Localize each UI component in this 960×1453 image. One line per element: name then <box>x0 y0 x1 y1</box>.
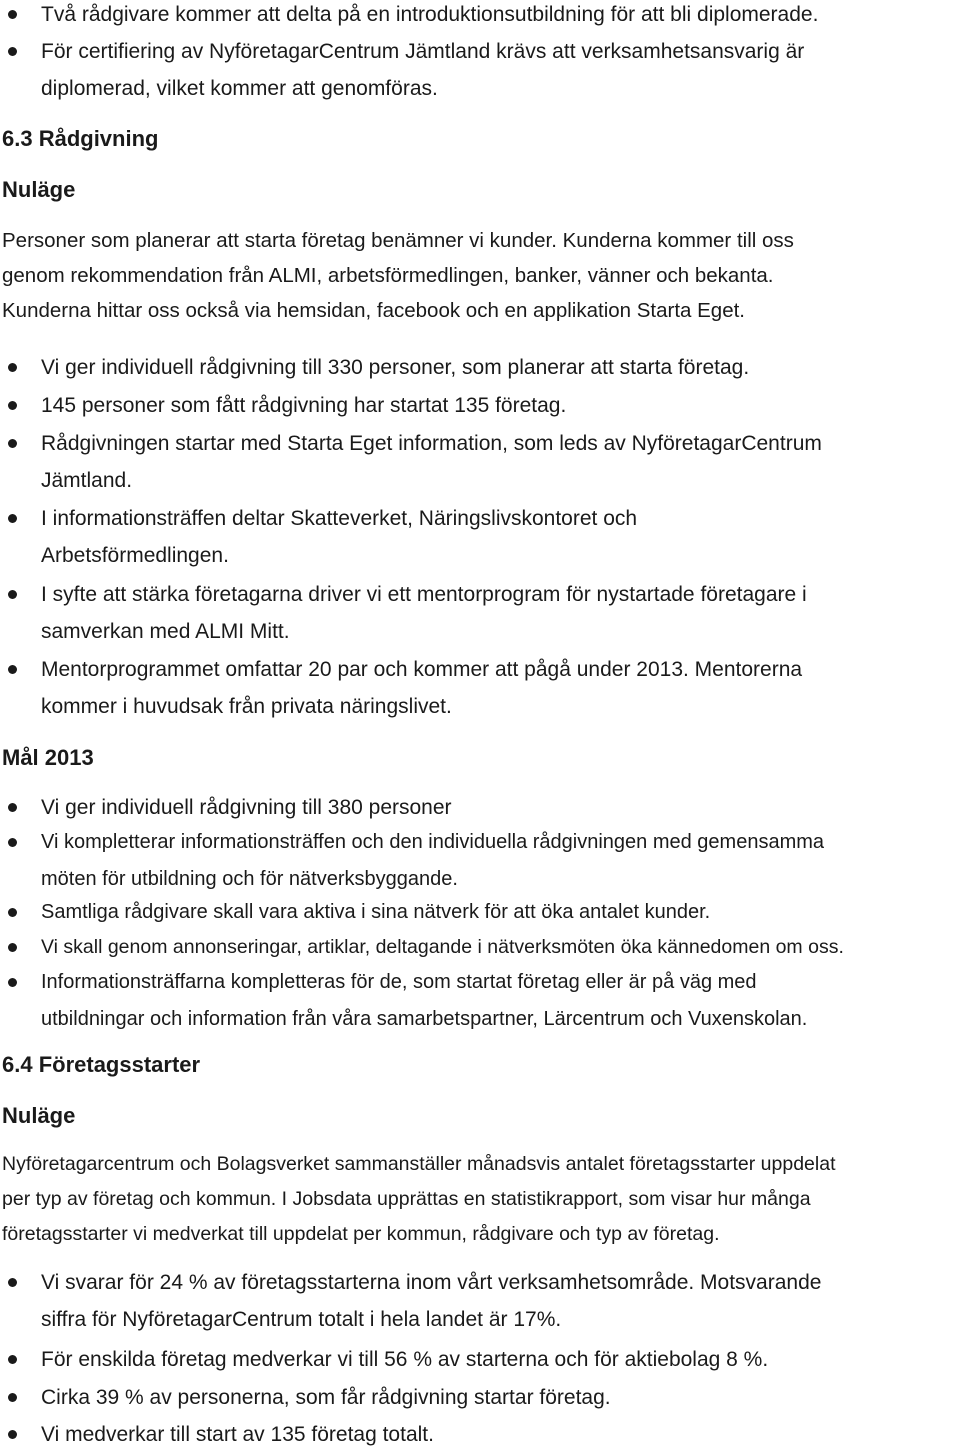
text-line: Personer som planerar att starta företag benämner vi kunder. Kunderna kommer till oss <box>2 229 794 252</box>
bullet-icon <box>8 908 17 917</box>
text-line: Nyföretagarcentrum och Bolagsverket sammanställer månadsvis antalet företagsstarter uppdelat <box>2 1153 836 1175</box>
bullet-icon <box>8 838 17 847</box>
list-item <box>0 894 960 931</box>
bullet-icon <box>8 401 17 410</box>
text-line: Cirka 39 % av personerna, som får rådgivning startar företag. <box>41 1386 611 1409</box>
bullet-icon <box>8 363 17 372</box>
text-line: Samtliga rådgivare skall vara aktiva i sina nätverk för att öka antalet kunder. <box>41 901 711 923</box>
text-line: per typ av företag och kommun. I Jobsdata upprättas en statistikrapport, som visar hur många <box>2 1188 811 1210</box>
text-line: För certifiering av NyföretagarCentrum Jämtland krävs att verksamhetsansvarig är <box>41 40 805 63</box>
list-item <box>0 500 960 574</box>
bullet-icon <box>8 590 17 599</box>
text-line: Rådgivningen startar med Starta Eget information, som leds av NyföretagarCentrum <box>41 432 822 455</box>
bullet-icon <box>8 978 17 987</box>
text-line: Vi ger individuell rådgivning till 380 personer <box>41 796 452 819</box>
section-heading: 6.3 Rådgivning <box>2 126 159 151</box>
text-line: Kunderna hittar oss också via hemsidan, facebook och en applikation Starta Eget. <box>2 299 746 322</box>
list-item <box>0 651 960 725</box>
bullet-icon <box>8 803 17 812</box>
text-line: Informationsträffarna kompletteras för de, som startat företag eller är på väg med <box>41 971 757 993</box>
list-item <box>0 349 960 386</box>
text-line: företagsstarter vi medverkat till uppdelat per kommun, rådgivare och typ av företag. <box>2 1223 720 1245</box>
text-line: genom rekommendation från ALMI, arbetsförmedlingen, banker, vänner och bekanta. <box>2 264 774 287</box>
text-line: Vi medverkar till start av 135 företag totalt. <box>41 1423 434 1446</box>
list-item <box>0 964 960 1038</box>
text-line: siffra för NyföretagarCentrum totalt i hela landet är 17%. <box>41 1308 562 1331</box>
text-line: I syfte att stärka företagarna driver vi ett mentorprogram för nystartade företagare i <box>41 583 807 606</box>
text-line: Två rådgivare kommer att delta på en introduktionsutbildning för att bli diplomerade. <box>41 3 819 26</box>
section-heading: 6.4 Företagsstarter <box>2 1052 201 1077</box>
bullet-icon <box>8 1355 17 1364</box>
section-paragraph <box>2 1147 960 1252</box>
text-line: utbildningar och information från våra samarbetspartner, Lärcentrum och Vuxenskolan. <box>41 1008 808 1030</box>
list-item <box>0 1341 960 1378</box>
section-subheading: Nuläge <box>2 177 76 202</box>
text-line: Jämtland. <box>41 469 133 492</box>
text-line: Vi svarar för 24 % av företagsstarterna inom vårt verksamhetsområde. Motsvarande <box>41 1271 822 1294</box>
text-line: För enskilda företag medverkar vi till 56 % av starterna och för aktiebolag 8 %. <box>41 1348 769 1371</box>
bullet-icon <box>8 439 17 448</box>
text-line: Arbetsförmedlingen. <box>41 544 229 567</box>
text-line: möten för utbildning och för nätverksbyggande. <box>41 868 458 890</box>
list-item <box>0 425 960 499</box>
section-paragraph <box>2 223 960 328</box>
bullet-icon <box>8 10 17 19</box>
bullet-icon <box>8 514 17 523</box>
list-item <box>0 0 960 33</box>
list-item <box>0 1416 960 1453</box>
list-item <box>0 929 960 966</box>
list-item <box>0 1264 960 1338</box>
section-subheading: Nuläge <box>2 1103 76 1128</box>
bullet-icon <box>8 1430 17 1439</box>
list-item <box>0 824 960 898</box>
list-item <box>0 1379 960 1416</box>
text-line: Mentorprogrammet omfattar 20 par och kommer att pågå under 2013. Mentorerna <box>41 658 803 681</box>
bullet-icon <box>8 943 17 952</box>
text-line: I informationsträffen deltar Skatteverket, Näringslivskontoret och <box>41 507 638 530</box>
bullet-icon <box>8 47 17 56</box>
bullet-icon <box>8 1278 17 1287</box>
goals-heading: Mål 2013 <box>2 745 94 770</box>
text-line: Vi skall genom annonseringar, artiklar, deltagande i nätverksmöten öka kännedomen om oss. <box>41 936 844 958</box>
bullet-icon <box>8 1393 17 1402</box>
list-item <box>0 387 960 424</box>
text-line: kommer i huvudsak från privata näringslivet. <box>41 695 452 718</box>
text-line: Vi ger individuell rådgivning till 330 personer, som planerar att starta företag. <box>41 356 750 379</box>
list-item <box>0 789 960 826</box>
bullet-icon <box>8 665 17 674</box>
text-line: Vi kompletterar informationsträffen och den individuella rådgivningen med gemensamma <box>41 831 825 853</box>
list-item <box>0 33 960 107</box>
text-line: diplomerad, vilket kommer att genomföras. <box>41 77 438 100</box>
text-line: 145 personer som fått rådgivning har startat 135 företag. <box>41 394 567 417</box>
text-line: samverkan med ALMI Mitt. <box>41 620 290 643</box>
list-item <box>0 576 960 650</box>
